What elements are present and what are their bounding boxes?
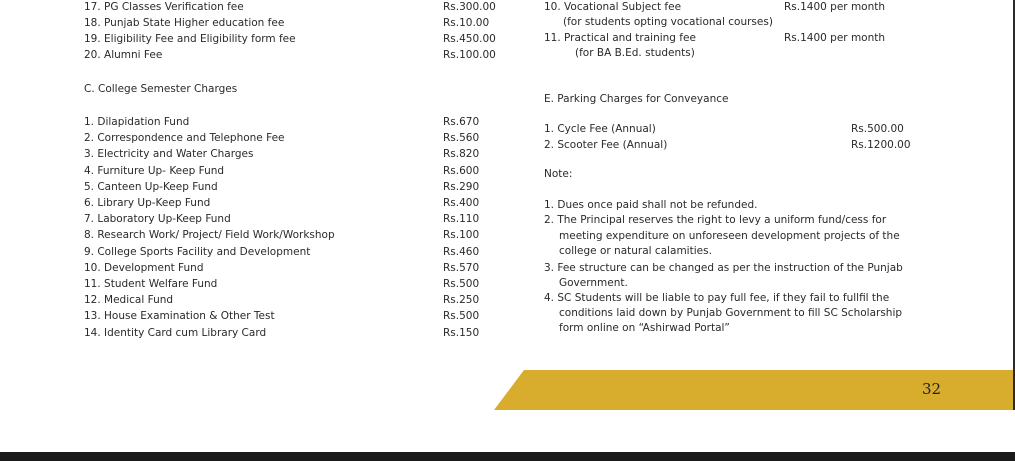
semester-charge-amount: Rs.600 xyxy=(443,164,480,177)
semester-charge-amount: Rs.150 xyxy=(443,326,480,339)
note-item-continuation: college or natural calamities. xyxy=(559,245,712,257)
fee-item-amount: Rs.100.00 xyxy=(443,49,496,61)
footer-accent-band xyxy=(0,370,1015,410)
parking-fee-label: 2. Scooter Fee (Annual) xyxy=(544,139,668,151)
bottom-edge-bar xyxy=(0,452,1015,461)
note-item-continuation: form online on “Ashirwad Portal” xyxy=(559,322,730,334)
semester-charge-amount: Rs.560 xyxy=(443,132,480,145)
semester-charge-label: 10. Development Fund xyxy=(84,261,204,274)
parking-fee-label: 1. Cycle Fee (Annual) xyxy=(544,123,656,135)
fee-item-amount: Rs.300.00 xyxy=(443,1,496,13)
practical-fee-label: 11. Practical and training fee xyxy=(544,32,696,44)
semester-charge-label: 14. Identity Card cum Library Card xyxy=(84,326,267,339)
semester-charge-label: 1. Dilapidation Fund xyxy=(84,116,190,128)
semester-charge-label: 2. Correspondence and Telephone Fee xyxy=(84,132,285,145)
semester-charge-label: 6. Library Up-Keep Fund xyxy=(84,197,211,209)
vocational-fee-note: (for students opting vocational courses) xyxy=(563,16,773,28)
semester-charge-amount: Rs.290 xyxy=(443,180,480,193)
note-item: 2. The Principal reserves the right to levy a uniform fund/cess for xyxy=(544,214,887,226)
section-c-heading: C. College Semester Charges xyxy=(84,83,238,95)
parking-fee-amount: Rs.500.00 xyxy=(851,123,904,135)
semester-charge-amount: Rs.100 xyxy=(443,229,480,242)
semester-charge-amount: Rs.250 xyxy=(443,294,480,307)
note-heading: Note: xyxy=(544,168,573,180)
semester-charge-label: 12. Medical Fund xyxy=(84,294,174,307)
semester-charge-amount: Rs.500 xyxy=(443,310,480,323)
fee-item-amount: Rs.450.00 xyxy=(443,33,496,45)
page-number: 32 xyxy=(922,380,942,398)
semester-charge-label: 11. Student Welfare Fund xyxy=(84,278,218,290)
fee-item-label: 20. Alumni Fee xyxy=(84,49,163,61)
semester-charge-amount: Rs.110 xyxy=(443,213,480,226)
note-item-continuation: meeting expenditure on unforeseen development projects of the xyxy=(559,230,900,242)
fee-item-label: 19. Eligibility Fee and Eligibility form fee xyxy=(84,33,296,45)
note-item-continuation: conditions laid down by Punjab Government to fill SC Scholarship xyxy=(559,307,903,319)
fee-item-amount: Rs.10.00 xyxy=(443,17,490,29)
vocational-fee-label: 10. Vocational Subject fee xyxy=(544,1,682,13)
vocational-fee-amount: Rs.1400 per month xyxy=(784,1,886,13)
semester-charge-label: 3. Electricity and Water Charges xyxy=(84,148,254,161)
note-item: 3. Fee structure can be changed as per the instruction of the Punjab xyxy=(544,262,903,274)
semester-charge-label: 8. Research Work/ Project/ Field Work/Workshop xyxy=(84,229,335,242)
semester-charge-label: 5. Canteen Up-Keep Fund xyxy=(84,180,218,193)
semester-charge-amount: Rs.670 xyxy=(443,116,480,128)
semester-charge-amount: Rs.500 xyxy=(443,278,480,290)
parking-fee-amount: Rs.1200.00 xyxy=(851,139,911,151)
note-item-continuation: Government. xyxy=(559,277,628,289)
semester-charge-label: 13. House Examination & Other Test xyxy=(84,310,275,323)
semester-charge-amount: Rs.820 xyxy=(443,148,480,161)
section-e-heading: E. Parking Charges for Conveyance xyxy=(544,93,729,105)
note-item: 4. SC Students will be liable to pay full fee, if they fail to fullfil the xyxy=(544,292,890,304)
practical-fee-note: (for BA B.Ed. students) xyxy=(575,47,695,59)
fee-item-label: 17. PG Classes Verification fee xyxy=(84,1,244,13)
semester-charge-amount: Rs.400 xyxy=(443,197,480,209)
semester-charge-label: 7. Laboratory Up-Keep Fund xyxy=(84,213,231,226)
semester-charge-label: 9. College Sports Facility and Development xyxy=(84,245,311,258)
fee-item-label: 18. Punjab State Higher education fee xyxy=(84,17,285,29)
semester-charge-label: 4. Furniture Up- Keep Fund xyxy=(84,164,225,177)
note-item: 1. Dues once paid shall not be refunded. xyxy=(544,199,758,211)
semester-charge-amount: Rs.570 xyxy=(443,261,480,274)
semester-charge-amount: Rs.460 xyxy=(443,245,480,258)
practical-fee-amount: Rs.1400 per month xyxy=(784,32,886,44)
